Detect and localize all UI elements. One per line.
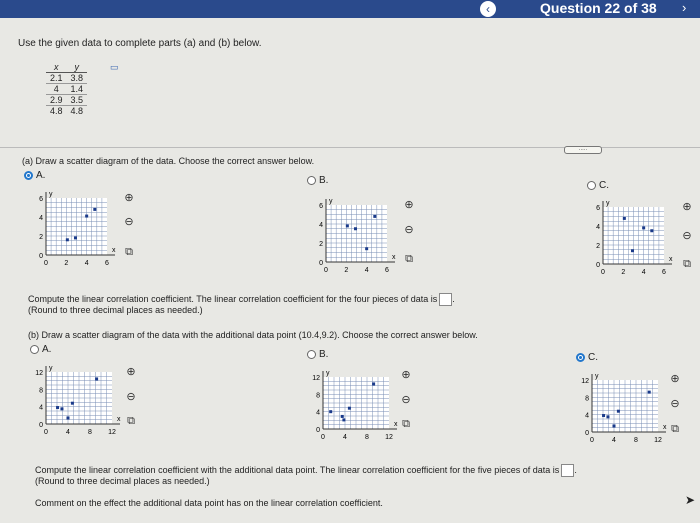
radio-selected[interactable] bbox=[576, 353, 585, 362]
data-point bbox=[354, 227, 357, 230]
copy-data-icon[interactable]: ▭ bbox=[110, 62, 119, 72]
y-tick-label: 2 bbox=[596, 243, 600, 250]
col-header-y: y bbox=[67, 62, 88, 73]
y-tick-label: 4 bbox=[316, 409, 320, 417]
data-point bbox=[613, 424, 616, 427]
cell: 2.9 bbox=[46, 95, 67, 106]
data-point bbox=[631, 249, 634, 252]
more-indicator[interactable]: ..... bbox=[564, 146, 602, 154]
cell: 1.4 bbox=[67, 84, 88, 95]
y-axis-label: y bbox=[595, 373, 599, 380]
y-tick-label: 4 bbox=[596, 224, 600, 231]
zoom-out-icon[interactable]: ⊖ bbox=[682, 230, 692, 242]
col-header-x: x bbox=[46, 62, 67, 73]
next-button[interactable]: › bbox=[682, 0, 687, 15]
data-point bbox=[74, 236, 77, 239]
x-tick-label: 6 bbox=[385, 267, 389, 274]
data-point bbox=[365, 247, 368, 250]
radio[interactable] bbox=[307, 350, 316, 359]
data-point bbox=[342, 418, 345, 421]
scatter-plot-c bbox=[576, 370, 676, 450]
x-tick-label: 12 bbox=[108, 429, 116, 436]
data-point bbox=[66, 238, 69, 241]
x-tick-label: 4 bbox=[364, 267, 369, 274]
plot-b-a bbox=[30, 362, 130, 442]
question-counter: Question 22 of 38 bbox=[540, 0, 657, 16]
plot-a-b bbox=[310, 195, 405, 280]
part-b-round-note: (Round to three decimal places as needed.) bbox=[35, 476, 210, 486]
y-axis-label: y bbox=[606, 200, 610, 207]
x-tick-label: 0 bbox=[601, 269, 605, 276]
data-point bbox=[348, 407, 351, 410]
x-tick-label: 0 bbox=[590, 437, 594, 444]
data-point bbox=[650, 229, 653, 232]
popout-icon[interactable]: ⧉ bbox=[683, 258, 691, 270]
popout-icon[interactable]: ⧉ bbox=[125, 246, 133, 258]
data-point bbox=[372, 382, 375, 385]
x-tick-label: 2 bbox=[344, 267, 349, 274]
y-axis-label: y bbox=[329, 198, 333, 205]
plot-a-a bbox=[30, 188, 125, 273]
x-tick-label: 4 bbox=[343, 434, 347, 441]
x-tick-label: 4 bbox=[66, 429, 70, 436]
x-tick-label: 4 bbox=[84, 260, 89, 267]
part-b-option-a[interactable]: A. bbox=[30, 344, 51, 355]
radio[interactable] bbox=[307, 176, 316, 185]
part-a-option-a[interactable]: A. bbox=[24, 170, 45, 181]
data-table bbox=[46, 62, 87, 116]
back-button[interactable]: ‹ bbox=[480, 1, 496, 17]
y-tick-label: 12 bbox=[35, 370, 43, 377]
part-a-option-b[interactable]: B. bbox=[307, 175, 328, 186]
y-tick-label: 2 bbox=[319, 241, 323, 248]
part-a-round-note: (Round to three decimal places as needed.) bbox=[28, 305, 203, 315]
y-tick-label: 6 bbox=[319, 203, 323, 210]
data-point bbox=[341, 415, 344, 418]
y-tick-label: 6 bbox=[596, 205, 600, 212]
part-b-option-b[interactable]: B. bbox=[307, 349, 328, 360]
zoom-in-icon[interactable]: ⊕ bbox=[401, 369, 411, 381]
top-bar bbox=[0, 0, 700, 18]
data-point bbox=[85, 215, 88, 218]
x-axis-label: x bbox=[663, 424, 667, 431]
cell: 3.8 bbox=[70, 73, 84, 83]
data-point bbox=[329, 410, 332, 413]
zoom-out-icon[interactable]: ⊖ bbox=[404, 224, 414, 236]
data-point bbox=[623, 217, 626, 220]
data-point bbox=[648, 391, 651, 394]
x-tick-label: 12 bbox=[654, 437, 662, 444]
y-tick-label: 8 bbox=[39, 387, 43, 395]
data-point bbox=[606, 415, 609, 418]
scatter-plot-a bbox=[30, 362, 130, 442]
zoom-out-icon[interactable]: ⊖ bbox=[401, 394, 411, 406]
plot-b-c bbox=[576, 370, 676, 450]
x-tick-label: 4 bbox=[612, 437, 616, 444]
y-axis-label: y bbox=[326, 370, 330, 377]
x-tick-label: 0 bbox=[44, 260, 48, 267]
part-a-prompt: (a) Draw a scatter diagram of the data. Choose the correct answer below. bbox=[22, 156, 315, 166]
y-tick-label: 4 bbox=[319, 222, 323, 229]
x-axis-label: x bbox=[392, 254, 396, 261]
part-b-comment-prompt: Comment on the effect the additional data point has on the linear correlation coefficient. bbox=[35, 498, 383, 508]
x-tick-label: 0 bbox=[321, 434, 325, 441]
part-a-correlation-prompt: Compute the linear correlation coefficient. The linear correlation coefficient for the four pieces of data is . bbox=[28, 293, 455, 306]
x-tick-label: 8 bbox=[88, 429, 92, 436]
popout-icon[interactable]: ⧉ bbox=[671, 423, 679, 435]
zoom-in-icon[interactable]: ⊕ bbox=[670, 373, 680, 385]
zoom-in-icon[interactable]: ⊕ bbox=[126, 366, 136, 378]
x-tick-label: 4 bbox=[641, 269, 646, 276]
cell: 2.1 bbox=[50, 73, 63, 83]
popout-icon[interactable]: ⧉ bbox=[405, 253, 413, 265]
data-point bbox=[373, 215, 376, 218]
scatter-plot-c bbox=[587, 197, 682, 282]
y-tick-label: 4 bbox=[585, 412, 589, 420]
y-tick-label: 0 bbox=[585, 430, 589, 437]
data-point bbox=[346, 224, 349, 227]
zoom-out-icon[interactable]: ⊖ bbox=[126, 391, 136, 403]
popout-icon[interactable]: ⧉ bbox=[127, 415, 135, 427]
cell: 4.8 bbox=[67, 106, 88, 117]
cell: 3.5 bbox=[67, 95, 88, 106]
cell: 4 bbox=[46, 84, 67, 95]
y-tick-label: 8 bbox=[585, 395, 589, 403]
y-tick-label: 0 bbox=[316, 427, 320, 434]
scatter-plot-b bbox=[307, 367, 407, 447]
y-tick-label: 0 bbox=[39, 422, 43, 429]
x-axis-label: x bbox=[117, 416, 121, 423]
zoom-in-icon[interactable]: ⊕ bbox=[404, 199, 414, 211]
scatter-plot-a bbox=[30, 188, 125, 273]
x-tick-label: 8 bbox=[634, 437, 638, 444]
data-point bbox=[642, 226, 645, 229]
y-axis-label: y bbox=[49, 365, 53, 372]
radio[interactable] bbox=[30, 345, 39, 354]
data-point bbox=[95, 377, 98, 380]
y-tick-label: 0 bbox=[596, 262, 600, 269]
intro-text: Use the given data to complete parts (a) and (b) below. bbox=[18, 38, 262, 49]
data-point bbox=[93, 208, 96, 211]
part-a-option-c[interactable]: C. bbox=[587, 180, 609, 191]
data-point bbox=[602, 414, 605, 417]
cell: 4.8 bbox=[46, 106, 67, 117]
y-tick-label: 0 bbox=[39, 253, 43, 260]
data-point bbox=[71, 402, 74, 405]
y-axis-label: y bbox=[49, 191, 53, 198]
y-tick-label: 8 bbox=[316, 392, 320, 400]
x-tick-label: 2 bbox=[621, 269, 626, 276]
y-tick-label: 0 bbox=[319, 260, 323, 267]
x-axis-label: x bbox=[112, 247, 116, 254]
popout-icon[interactable]: ⧉ bbox=[402, 418, 410, 430]
data-point bbox=[67, 416, 70, 419]
plot-b-b bbox=[307, 367, 407, 447]
part-b-correlation-input[interactable] bbox=[561, 464, 574, 477]
data-point bbox=[617, 410, 620, 413]
part-b-prompt: (b) Draw a scatter diagram of the data with the additional data point (10.4,9.2). Choose the correct answer below. bbox=[28, 330, 478, 340]
x-tick-label: 8 bbox=[365, 434, 369, 441]
y-tick-label: 4 bbox=[39, 404, 43, 412]
x-tick-label: 12 bbox=[385, 434, 393, 441]
x-tick-label: 6 bbox=[105, 260, 109, 267]
data-point bbox=[56, 406, 59, 409]
zoom-in-icon[interactable]: ⊕ bbox=[124, 192, 134, 204]
x-tick-label: 6 bbox=[662, 269, 666, 276]
mouse-cursor-icon: ➤ bbox=[685, 493, 696, 507]
x-tick-label: 0 bbox=[44, 429, 48, 436]
plot-a-c bbox=[587, 197, 682, 282]
y-tick-label: 6 bbox=[39, 196, 43, 203]
y-tick-label: 4 bbox=[39, 215, 43, 222]
x-axis-label: x bbox=[669, 256, 673, 263]
y-tick-label: 2 bbox=[39, 234, 43, 241]
zoom-in-icon[interactable]: ⊕ bbox=[682, 201, 692, 213]
zoom-out-icon[interactable]: ⊖ bbox=[124, 216, 134, 228]
x-tick-label: 0 bbox=[324, 267, 328, 274]
x-axis-label: x bbox=[394, 421, 398, 428]
part-a-correlation-input[interactable] bbox=[439, 293, 452, 306]
radio-selected[interactable] bbox=[24, 171, 33, 180]
zoom-out-icon[interactable]: ⊖ bbox=[670, 398, 680, 410]
y-tick-label: 12 bbox=[312, 375, 320, 382]
data-point bbox=[60, 407, 63, 410]
x-tick-label: 2 bbox=[64, 260, 69, 267]
part-b-option-c[interactable]: C. bbox=[576, 352, 598, 363]
y-tick-label: 12 bbox=[581, 378, 589, 385]
scatter-plot-b bbox=[310, 195, 405, 280]
part-b-correlation-prompt: Compute the linear correlation coefficient with the additional data point. The linear correlation coefficient for the five pieces of data is . bbox=[35, 464, 577, 477]
radio[interactable] bbox=[587, 181, 596, 190]
